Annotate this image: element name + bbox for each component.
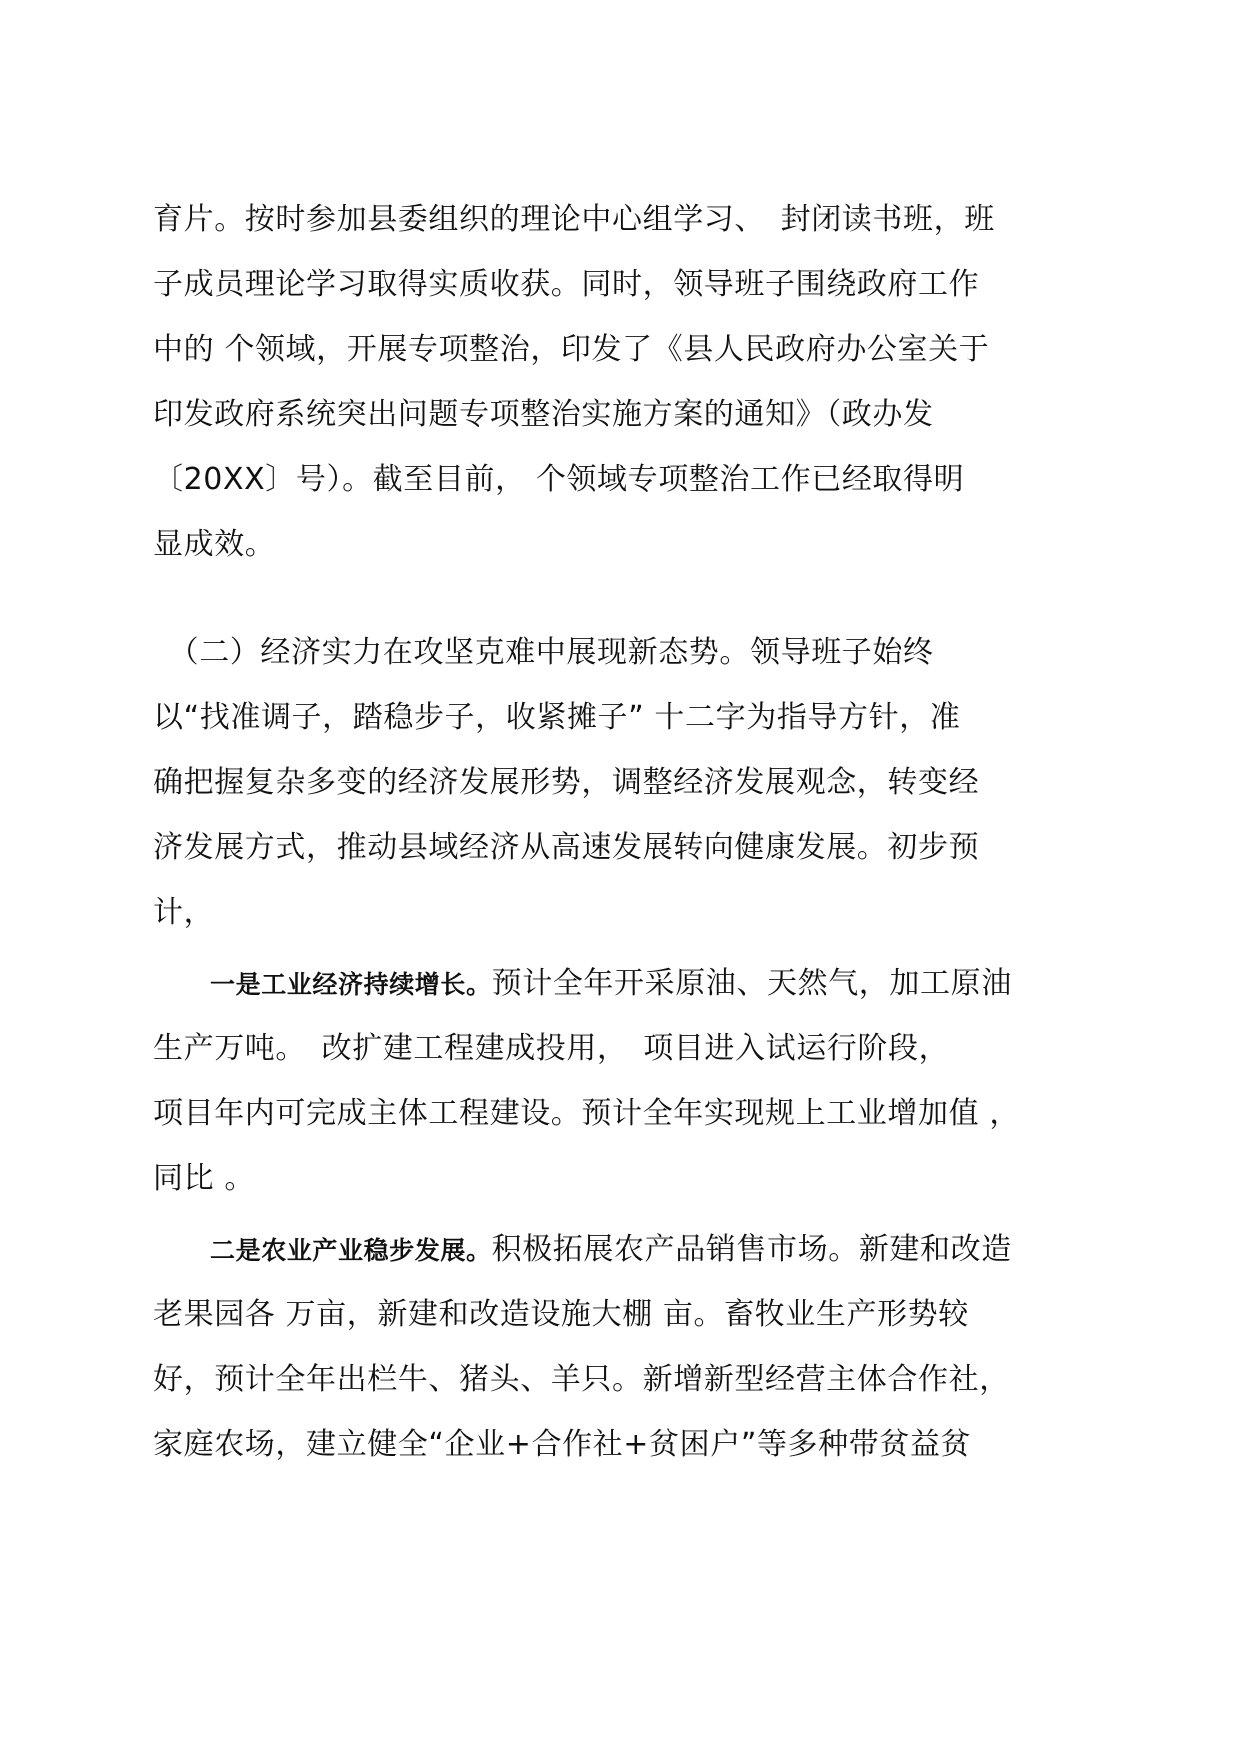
- paragraph-4-line-1: [210, 1230, 1012, 1270]
- paragraph-2-line-3: 确把握复杂多变的经济发展形势，调整经济发展观念，转变经: [153, 765, 980, 800]
- paragraph-4-first-rest: 积极拓展农产品销售市场。新建和改造: [491, 1232, 1012, 1267]
- paragraph-1-line-1: 育片。按时参加县委组织的理论中心组学习、 封闭读书班，班: [153, 202, 995, 237]
- paragraph-4-line-2: 老果园各 万亩，新建和改造设施大棚 亩。畜牧业生产形势较: [153, 1297, 969, 1332]
- paragraph-1-line-5: 〔20XX〕号）。截至目前， 个领域专项整治工作已经取得明: [153, 462, 965, 497]
- paragraph-3-line-4: 同比 。: [153, 1161, 255, 1196]
- paragraph-1-line-4: 印发政府系统突出问题专项整治实施方案的通知》（政办发: [153, 397, 934, 432]
- paragraph-4-line-4: 家庭农场，建立健全“企业+合作社+贫困户”等多种带贫益贫: [153, 1427, 972, 1462]
- paragraph-2-line-1: （二）经济实力在攻坚克难中展现新态势。领导班子始终: [153, 635, 934, 670]
- paragraph-2-line-5: 计，: [153, 895, 215, 930]
- paragraph-3-line-3: 项目年内可完成主体工程建设。预计全年实现规上工业增加值 ，: [153, 1096, 1020, 1131]
- paragraph-2-line-4: 济发展方式，推动县域经济从高速发展转向健康发展。初步预: [153, 830, 980, 865]
- paragraph-4-lead: 二是农业产业稳步发展。: [210, 1236, 492, 1265]
- paragraph-1-line-3: 中的 个领域，开展专项整治，印发了《县人民政府办公室关于: [153, 332, 990, 367]
- paragraph-3-first-rest: 预计全年开采原油、天然气，加工原油: [491, 966, 1012, 1001]
- paragraph-1-line-2: 子成员理论学习取得实质收获。同时，领导班子围绕政府工作: [153, 267, 980, 302]
- paragraph-3-line-2: 生产万吨。 改扩建工程建成投用， 项目进入试运行阶段，: [153, 1031, 950, 1066]
- paragraph-4-line-3: 好，预计全年出栏牛、猪头、羊只。新增新型经营主体合作社，: [153, 1362, 1010, 1397]
- paragraph-3-lead: 一是工业经济持续增长。: [210, 970, 492, 999]
- paragraph-1-line-6: 显成效。: [153, 527, 276, 562]
- paragraph-3-line-1: [210, 964, 1012, 1004]
- paragraph-2-line-2: 以“找准调子，踏稳步子，收紧摊子” 十二字为指导方针，准: [153, 700, 961, 735]
